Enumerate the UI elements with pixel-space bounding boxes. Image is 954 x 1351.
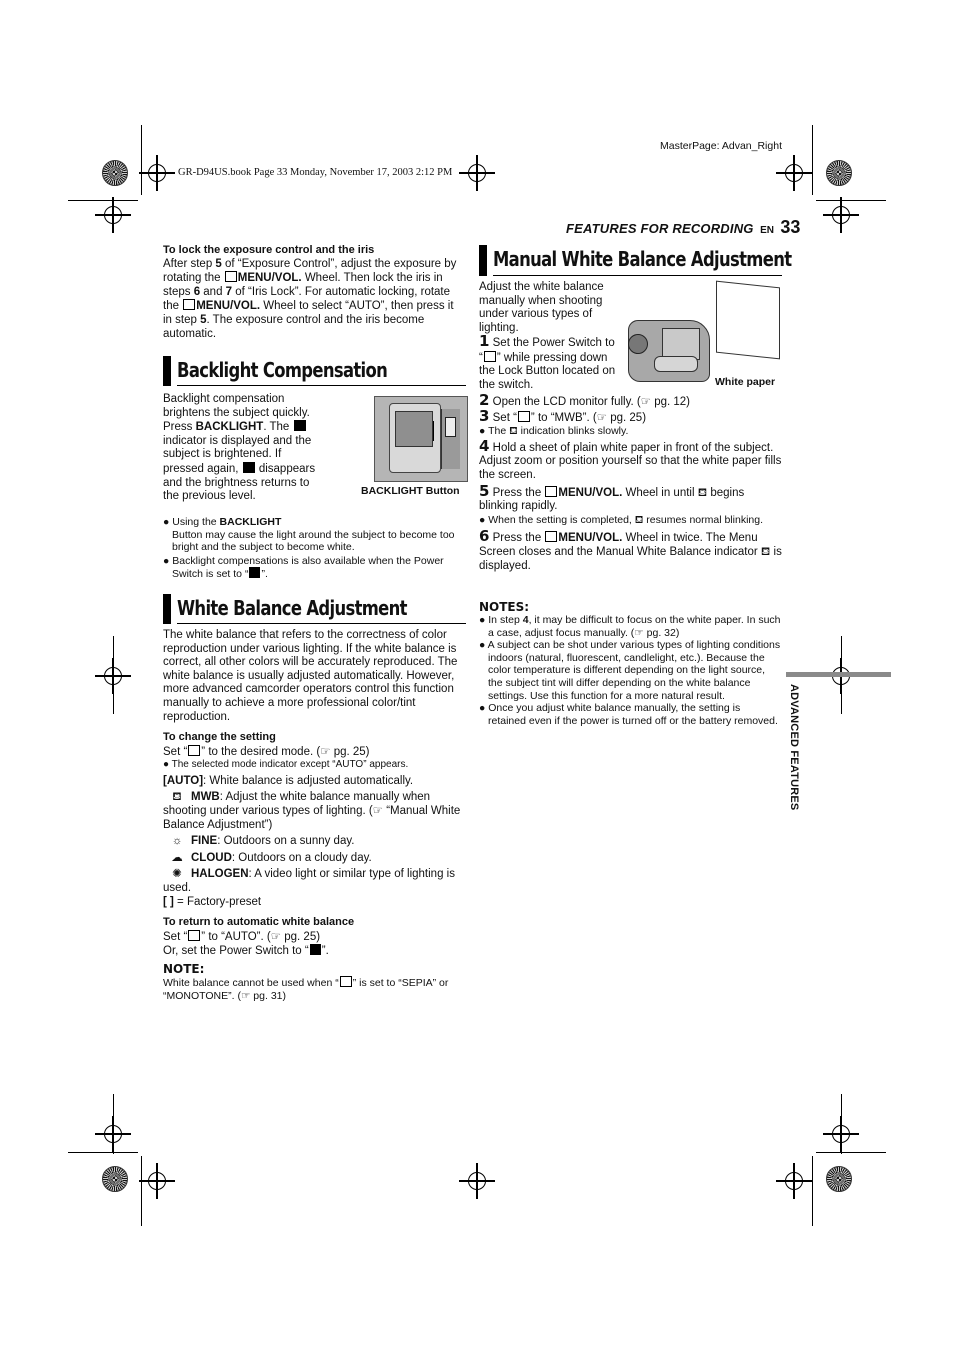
note-heading: NOTE: [163, 962, 205, 976]
return-text-2: Or, set the Power Switch to “ ”. [163, 945, 329, 958]
change-text: Set “ ” to the desired mode. (☞ pg. 25) [163, 745, 370, 758]
auto-mode-icon [310, 944, 321, 955]
list-item: ● When the setting is completed, ⛾ resumes normal blinking. [479, 513, 763, 526]
color-target-icon [826, 1166, 852, 1192]
registration-mark-icon [139, 155, 175, 191]
book-info: GR-D94US.book Page 33 Monday, November 17, 2003 2:12 PM [178, 167, 453, 178]
manual-mode-icon [484, 351, 496, 362]
hand-pointer-icon: ☞ [640, 396, 652, 408]
backlight-title: Backlight Compensation [177, 358, 388, 382]
side-tab [786, 684, 800, 811]
registration-mark-icon [776, 1163, 812, 1199]
menu-icon [545, 531, 557, 542]
list-item: ● Backlight compensations is also available when the Power Switch is set to “ ”. [163, 554, 444, 581]
hand-pointer-icon: ☞ [634, 626, 644, 639]
hand-pointer-icon: ☞ [270, 930, 282, 943]
fine-mode-row: ☼ FINE: Outdoors on a sunny day. [163, 835, 465, 849]
lock-heading: To lock the exposure control and the iris [163, 244, 375, 256]
wb-title: White Balance Adjustment [177, 596, 407, 620]
step-4: 4 Hold a sheet of plain white paper in front of the subject. Adjust zoom or position yourself so that the white paper fills the screen. [479, 436, 782, 481]
master-page-label: MasterPage: Advan_Right [660, 140, 782, 152]
white-paper-label: White paper [715, 376, 776, 388]
wb-menu-icon [188, 745, 200, 756]
list-item: ● Once you adjust white balance manually, the setting is retained even if the power is turned off or the battery removed. [479, 702, 778, 727]
lang-code: EN [760, 225, 774, 236]
mwb-intro: Adjust the white balance manually when shooting under various types of lighting. [479, 281, 604, 334]
step-6: 6 Press the MENU/VOL. Wheel in twice. The Menu Screen closes and the Manual White Balance indicator ⛾ is displayed. [479, 527, 782, 572]
return-heading: To return to automatic white balance [163, 916, 355, 928]
mwb-icon: ⛾ [172, 791, 182, 804]
backlight-text: Backlight compensation brightens the subject quickly. Press BACKLIGHT. The indicator is displayed and the subject is brightened. If pressed again, disappears and the brightness returns to the previous level. [163, 393, 316, 503]
hand-pointer-icon: ☞ [320, 745, 331, 758]
list-item: ● In step 4, it may be difficult to focus on the white paper. In such a case, adjust focus manually. (☞ pg. 32) [479, 614, 781, 639]
mwb-icon: ⛾ [634, 513, 644, 526]
notes-heading: NOTES: [479, 600, 530, 614]
menu-icon [225, 271, 237, 282]
auto-mode-row: [AUTO]: White balance is adjusted automatically. [163, 774, 414, 787]
registration-mark-icon [139, 1163, 175, 1199]
wb-menu-icon [188, 930, 200, 941]
camcorder-white-paper-illustration [626, 284, 782, 388]
hand-pointer-icon: ☞ [596, 411, 608, 424]
wb-intro: The white balance that refers to the correctness of color reproduction under various lighting. If the white balance is correct, all other colors will be accurately reproduced. The white balance is usually adjusted automatically. However, more advanced camcorder operators control this function manually to achieve a more professional color/tint reproduction. [163, 629, 458, 723]
cloud-icon: ☁ [171, 851, 183, 864]
color-target-icon [102, 160, 128, 186]
hand-pointer-icon: ☞ [372, 804, 383, 817]
registration-mark-icon [459, 1163, 495, 1199]
mwb-icon: ⛾ [760, 545, 771, 558]
cloud-mode-row: ☁ CLOUD: Outdoors on a cloudy day. [163, 852, 465, 866]
auto-mode-icon [249, 567, 260, 578]
steps-list [479, 391, 782, 573]
halogen-mode-row: ✺ HALOGEN: A video light or similar type of lighting is used. [163, 868, 455, 894]
step-3: 3 Set “ ” to “MWB”. (☞ pg. 25) [479, 406, 647, 425]
section-name: FEATURES FOR RECORDING [566, 221, 754, 236]
menu-icon [183, 299, 195, 310]
list-item: ● The ⛾ indication blinks slowly. [479, 425, 629, 438]
effect-menu-icon [340, 976, 352, 987]
side-tab-bar [786, 672, 891, 677]
list-item: ● Using the BACKLIGHT Button may cause the light around the subject to become too bright and the subject to become white. [163, 516, 455, 554]
camcorder-backlight-illustration [374, 396, 468, 482]
change-heading: To change the setting [163, 731, 276, 743]
return-text: Set “ ” to “AUTO”. (☞ pg. 25) [163, 930, 321, 943]
registration-mark-icon [776, 155, 812, 191]
side-tab-label: ADVANCED FEATURES [788, 684, 800, 811]
wb-return-section [163, 916, 465, 959]
backlight-indicator-icon [294, 420, 306, 431]
mwb-title: Manual White Balance Adjustment [493, 247, 792, 271]
list-item: ● A subject can be shot under various types of lighting conditions indoors (natural, fluorescent, candlelight, etc.). Because the color temperature is different depending on the light source, the subject tint will differ depending on the white balance settings. Use this function for a more natural result. [479, 639, 781, 702]
list-item: ● The selected mode indicator except “AUTO” appears. [163, 759, 409, 771]
page-number: 33 [780, 217, 801, 237]
white-paper-shape [716, 281, 780, 360]
registration-mark-icon [823, 197, 859, 233]
registration-mark-icon [95, 197, 131, 233]
lock-text: After step 5 of “Exposure Control”, adjust the exposure by rotating the MENU/VOL. Wheel. Then lock the iris in steps 6 and 7 of “Iris Lock”. For automatic locking, rotate the MENU/VOL. Wheel to select “AUTO”, then press it in step 5. The exposure control and the iris become automatic. [163, 257, 457, 340]
mwb-mode-row: ⛾ MWB: Adjust the white balance manually when shooting under various types of lighting. (☞ “Manual White Balance Adjustment”) [163, 791, 461, 831]
wb-section-header [163, 594, 466, 624]
wb-note [163, 962, 465, 1002]
registration-mark-icon [459, 155, 495, 191]
menu-icon [545, 486, 557, 497]
step-2: 2 Open the LCD monitor fully. (☞ pg. 12) [479, 391, 691, 409]
backlight-bullets [163, 516, 463, 581]
lock-section [163, 244, 463, 341]
halogen-icon: ✺ [172, 868, 182, 881]
color-target-icon [826, 160, 852, 186]
wb-menu-icon [518, 411, 530, 422]
backlight-indicator-icon [243, 462, 255, 473]
note-text: White balance cannot be used when “ ” is set to “SEPIA” or “MONOTONE”. (☞ pg. 31) [163, 977, 449, 1002]
mwb-notes [479, 600, 781, 727]
sun-icon: ☼ [171, 835, 183, 848]
factory-preset-row: [ ] = Factory-preset [163, 895, 262, 908]
color-target-icon [102, 1166, 128, 1192]
wb-change-section [163, 731, 465, 909]
step-1: 1 Set the Power Switch to “ ” while pressing down the Lock Button located on the switch. [479, 332, 616, 391]
backlight-button-label: BACKLIGHT Button [361, 485, 460, 497]
step-5: 5 Press the MENU/VOL. Wheel in until ⛾ begins blinking rapidly. [479, 481, 745, 513]
mwb-icon: ⛾ [509, 425, 518, 438]
mwb-icon: ⛾ [697, 486, 708, 499]
running-header [566, 217, 800, 238]
backlight-section-header [163, 356, 466, 386]
mwb-section-header [479, 245, 792, 276]
hand-pointer-icon: ☞ [240, 989, 251, 1002]
